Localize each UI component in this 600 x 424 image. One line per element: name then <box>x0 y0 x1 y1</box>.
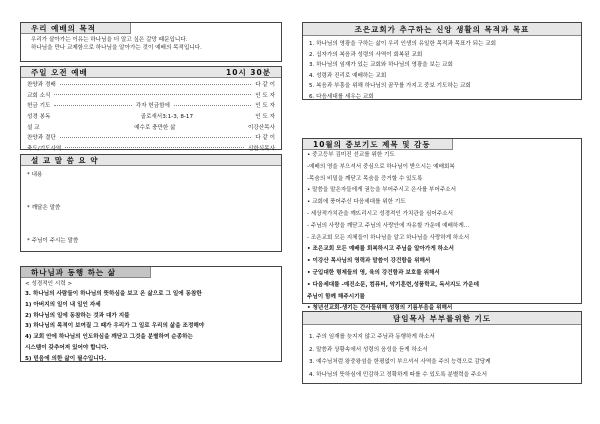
october-prayer-title: 10월의 중보기도 제목 및 감동 <box>303 139 453 150</box>
prayer-line: • 조은교회 모든 예배를 회복하시고 주님을 알아가게 하소서 <box>307 246 454 253</box>
service-row <box>21 111 281 122</box>
walk-line: 2) 하나님의 일에 동참하는 것과 대가 지불 <box>25 312 130 319</box>
pastor-prayer-title: 담임목사 부부를위한 기도 <box>303 312 581 325</box>
service-header <box>21 67 281 78</box>
prayer-line: - 조은교회 모든 지체들이 하나님을 알고 하나님을 사랑하게 하소서 <box>307 234 470 241</box>
service-item: 교회 소식 <box>27 92 51 99</box>
service-row <box>21 132 281 143</box>
service-who: 인 도 자 <box>255 114 275 121</box>
prayer-line: -예배의 영을 부으셔서 중심으로 하나님이 받으시는 예배회복 <box>307 163 455 170</box>
walk-subtitle: < 성경적인 시력 > <box>25 281 73 287</box>
service-row <box>21 90 281 101</box>
goal-line: 3. 하나님의 임재가 있는 교회와 하나님의 영광을 보는 교회 <box>309 62 453 68</box>
walk-line: 3) 하나님의 목적이 보여질 그 때가 우리가 그 일로 우리의 삶을 조정해야 <box>25 323 205 330</box>
goal-line: 4. 성령과 진리로 예배하는 교회 <box>309 72 387 79</box>
pastor-prayer-line: 3. 예수님처럼 왕중왕섬을 한평없이 부으셔서 사역을 주의 능력으로 감당케 <box>309 359 491 365</box>
service-order-box <box>20 66 282 150</box>
sermon-item-content: * 내용 <box>27 172 43 178</box>
service-mid: 예수로 충만한 삶 <box>134 124 176 131</box>
left-column <box>20 22 282 362</box>
pastor-prayer-box <box>302 311 582 384</box>
pastor-prayer-line: 2. 말씀과 상황속에서 성령의 음성을 듣게 하소서 <box>309 346 428 353</box>
goal-line: 2. 십자가의 복음과 성령의 사역이 회복된 교회 <box>309 51 423 58</box>
leader-dots <box>54 94 251 95</box>
walk-line: 3. 하나님의 사람들이 하나님의 뜻하심을 보고 온 삶으로 그 일에 동참한 <box>25 291 202 297</box>
service-who: 다 같 이 <box>255 135 275 142</box>
prayer-line: • 교회에 풍어주신 다음세대를 위한 기도 <box>307 199 406 206</box>
service-who: 신한식목사 <box>247 145 275 152</box>
service-who: 다 같 이 <box>255 82 275 89</box>
service-item: 설 교 <box>27 124 40 131</box>
service-row <box>21 121 281 132</box>
sermon-summary-title: 설 교 말 씀 요 약 <box>21 155 281 166</box>
service-who: 인 도 자 <box>255 103 276 110</box>
sermon-item-realized: * 깨달은 말씀 <box>27 205 61 211</box>
prayer-line: • 이강산 목사님의 영력과 말씀이 강건함을 위해서 <box>307 258 431 265</box>
service-title: 주일 오전 예배 <box>31 67 88 77</box>
purpose-line: 하나님을 만나 교제함으로 하나님을 알아가는 것이 예배의 목적입니다. <box>31 45 202 52</box>
prayer-line: • 다음세대를 -예진소문, 컴퓨터, 악기훈련,성품학교, 독서지도 가운데 <box>307 281 479 288</box>
prayer-line: • 중고등부 김미진 선교를 위한 기도 <box>307 152 395 158</box>
church-goal-title: 조은교회가 추구하는 신앙 생활의 목적과 목표 <box>303 23 581 36</box>
walk-line: 5) 믿음에 의한 삶이 필수입니다. <box>25 355 107 362</box>
service-item: 축도/기도사역 <box>27 145 62 152</box>
prayer-line: • 말씀을 맡은자들에게 권능을 부어주시고 은사를 부어주소서 <box>307 187 457 194</box>
leader-dots <box>60 137 251 138</box>
worship-purpose-title: 우리 예배의 목적 <box>21 23 131 34</box>
worship-purpose-box <box>20 22 282 62</box>
sermon-summary-box <box>20 154 282 252</box>
goal-line: 6. 다음세대를 세우는 교회 <box>309 93 374 100</box>
right-column <box>302 22 582 384</box>
prayer-line: - 주님의 사랑을 깨닫고 주님의 사랑안에 자유할 가운데 예배하게… <box>307 222 470 229</box>
walk-line: 4) 교회 안에 하나님의 인도하심을 깨닫고 그것을 분별하여 순종하는 <box>25 334 193 341</box>
service-mid: 각자 헌금함에 <box>135 103 170 110</box>
service-time: 10시 30분 <box>226 67 271 77</box>
service-item: 찬양과 경배 <box>27 82 56 89</box>
church-goal-box <box>302 22 582 100</box>
purpose-line: 우리가 살아가는 이유는 하나님을 더 알고 싶은 갈망 때문입니다. <box>31 37 188 43</box>
prayer-line: -목숨의 비밀을 깨닫고 목숨을 증거할 수 있도록 <box>307 175 423 182</box>
prayer-line: • 청년선교회-생기는 간사들위해 성령의 기름부음을 위해서 <box>307 305 453 312</box>
prayer-line: • 군입대한 형제들의 영, 육의 강건함과 보호를 위해서 <box>307 269 440 276</box>
walk-with-god-box <box>20 266 282 362</box>
service-item: 헌금 기도 <box>27 103 51 110</box>
service-who: 인 도 자 <box>255 92 275 99</box>
service-mid: 골로새서3:1-3, 8-17 <box>140 114 194 121</box>
walk-line: 시스템이 갖추어져 있어야 합니다. <box>25 344 109 351</box>
sermon-item-lord: * 주님이 주시는 말씀 <box>27 238 79 244</box>
service-row <box>21 143 281 154</box>
service-row <box>21 79 281 90</box>
leader-dots <box>60 84 251 85</box>
prayer-line: - 세상적가치관을 깨뜨리시고 성경적인 가치관을 심어주소서 <box>307 210 453 217</box>
service-row <box>21 100 281 111</box>
goal-line: 1. 하나님의 영광을 구하는 삶이 우리 인생의 유일한 목적과 목표가 되는 교회 <box>309 41 497 47</box>
october-prayer-box <box>302 138 582 312</box>
walk-line: 1) 아버지의 일이 내 일인 자세 <box>25 301 101 308</box>
prayer-line: 주님이 함께 해주시기를 <box>307 293 365 300</box>
goal-line: 5. 복음과 부흥을 위해 하나님의 꿈꾸를 가지고 중보 기도하는 교회 <box>309 83 471 89</box>
pastor-prayer-line: 4. 하나님의 뜻하심에 민감하고 정확하게 따를 수 있도록 분별력을 주소서 <box>309 371 488 378</box>
service-item: 성경 봉독 <box>27 114 51 121</box>
leader-dots <box>65 147 244 148</box>
service-item: 찬양과 결단 <box>27 135 56 142</box>
leader-dots <box>174 105 251 106</box>
service-who: 이강산목사 <box>247 124 275 131</box>
pastor-prayer-line: 1. 주의 임재를 늦지지 않고 주님과 동행하게 하소서 <box>309 334 435 340</box>
leader-dots <box>54 105 131 106</box>
walk-title: 하나님과 동행 하는 삶 <box>21 267 151 278</box>
